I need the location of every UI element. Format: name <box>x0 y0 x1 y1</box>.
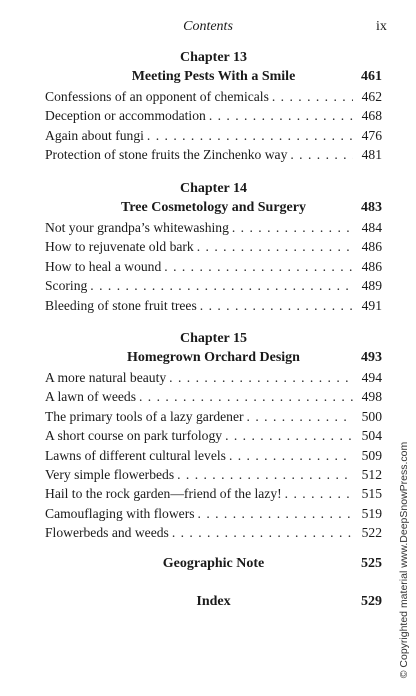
toc-entry[interactable] <box>45 145 382 164</box>
dot-leader <box>232 218 353 237</box>
running-header-page-number: ix <box>376 19 387 34</box>
toc-entry-title: Bleeding of stone fruit trees <box>45 297 197 313</box>
dot-leader <box>272 87 353 106</box>
dot-leader <box>164 257 353 276</box>
toc-entry-title: Confessions of an opponent of chemicals <box>45 89 269 104</box>
toc-entry-page: 476 <box>361 127 382 143</box>
chapter-number: Chapter 15 <box>179 331 248 346</box>
toc-entry-page: 486 <box>361 258 382 274</box>
toc-entry[interactable] <box>45 257 382 276</box>
toc-entry-title: Hail to the rock garden—friend of the lazy! <box>45 486 282 502</box>
dot-leader <box>200 296 353 315</box>
back-matter-index[interactable] <box>45 592 382 612</box>
dot-leader <box>90 276 353 295</box>
toc-entry-title: Not your grandpa’s whitewashing <box>45 220 229 235</box>
toc-entry[interactable] <box>45 446 382 465</box>
back-matter-geographic-note[interactable] <box>45 554 382 574</box>
toc-entry[interactable] <box>45 237 382 256</box>
toc-entry-page: 489 <box>361 278 382 294</box>
toc-entry-title: A short course on park turfology <box>45 428 223 444</box>
toc-entry-title: Protection of stone fruits the Zinchenko way <box>45 147 288 163</box>
toc-entry-title: Deception or accommodation <box>45 108 206 124</box>
toc-entry-page: 494 <box>361 370 382 385</box>
chapter-title: Homegrown Orchard Design <box>127 350 300 365</box>
dot-leader <box>285 484 353 503</box>
chapter-page-number: 483 <box>361 200 382 215</box>
toc-entry-title: Flowerbeds and weeds <box>45 525 169 541</box>
dot-leader <box>225 426 353 445</box>
toc-entry-title: A lawn of weeds <box>45 389 136 405</box>
toc-entry[interactable] <box>45 106 382 125</box>
copyright-watermark: © Copyrighted material www.DeepSnowPress.com <box>398 441 410 679</box>
toc-entry-page: 486 <box>361 239 382 255</box>
toc-entry[interactable] <box>45 523 382 542</box>
chapter-title-row[interactable] <box>45 198 382 218</box>
toc-entry-page: 509 <box>361 447 382 463</box>
dot-leader <box>290 145 353 164</box>
toc-entry-page: 500 <box>361 408 382 424</box>
toc-entry[interactable] <box>45 484 382 503</box>
running-header-title: Contents <box>183 19 233 34</box>
toc-entry-title: How to heal a wound <box>45 258 162 274</box>
chapter-title: Tree Cosmetology and Surgery <box>121 200 306 215</box>
toc-entry-title: The primary tools of a lazy gardener <box>45 408 244 424</box>
chapter-14-section <box>45 179 382 315</box>
toc-entry[interactable] <box>45 465 382 484</box>
toc-entry-page: 484 <box>361 220 382 235</box>
toc-entry-page: 504 <box>361 428 382 444</box>
toc-entry-page: 491 <box>361 297 382 313</box>
toc-entry[interactable] <box>45 87 382 106</box>
dot-leader <box>197 237 353 256</box>
toc-entry[interactable] <box>45 426 382 445</box>
chapter-page-number: 493 <box>361 350 382 365</box>
back-matter-page: 525 <box>361 556 382 571</box>
toc-entry-title: A more natural beauty <box>45 370 167 385</box>
toc-entry-page: 498 <box>361 389 382 405</box>
toc-entry[interactable] <box>45 504 382 523</box>
dot-leader <box>147 126 353 145</box>
toc-entry-page: 515 <box>361 486 382 502</box>
dot-leader <box>198 504 353 523</box>
toc-entry[interactable] <box>45 407 382 426</box>
back-matter-page: 529 <box>361 594 382 609</box>
toc-entry[interactable] <box>45 218 382 237</box>
chapter-number: Chapter 13 <box>179 50 248 65</box>
dot-leader <box>172 523 353 542</box>
toc-entry-title: Very simple flowerbeds <box>45 466 175 482</box>
toc-entry-page: 481 <box>361 147 382 163</box>
toc-entry-page: 468 <box>361 108 382 124</box>
toc-entry-title: Camouflaging with flowers <box>45 505 195 521</box>
toc-entry-page: 519 <box>361 505 382 521</box>
toc-entry-title: Again about fungi <box>45 127 144 143</box>
chapter-number: Chapter 14 <box>179 181 248 196</box>
chapter-title: Meeting Pests With a Smile <box>131 69 296 84</box>
toc-entry-title: How to rejuvenate old bark <box>45 239 194 255</box>
dot-leader <box>169 368 353 387</box>
toc-entry-page: 512 <box>361 466 382 482</box>
chapter-title-row[interactable] <box>45 348 382 368</box>
back-matter-title: Index <box>196 594 231 609</box>
toc-entry-title: Scoring <box>45 278 88 294</box>
toc-entry[interactable] <box>45 296 382 315</box>
chapter-page-number: 461 <box>361 69 382 84</box>
chapter-13-section <box>45 48 382 165</box>
dot-leader <box>209 106 353 125</box>
dot-leader <box>139 387 353 406</box>
toc-entry-page: 462 <box>361 89 382 104</box>
chapter-15-section <box>45 329 382 543</box>
toc-entry-page: 522 <box>361 525 382 541</box>
dot-leader <box>177 465 353 484</box>
toc-entry-title: Lawns of different cultural levels <box>45 447 226 463</box>
toc-entry[interactable] <box>45 368 382 387</box>
toc-entry[interactable] <box>45 276 382 295</box>
toc-entry[interactable] <box>45 387 382 406</box>
back-matter-title: Geographic Note <box>162 556 265 571</box>
dot-leader <box>229 446 353 465</box>
chapter-title-row[interactable] <box>45 67 382 87</box>
toc-entry[interactable] <box>45 126 382 145</box>
dot-leader <box>247 407 353 426</box>
